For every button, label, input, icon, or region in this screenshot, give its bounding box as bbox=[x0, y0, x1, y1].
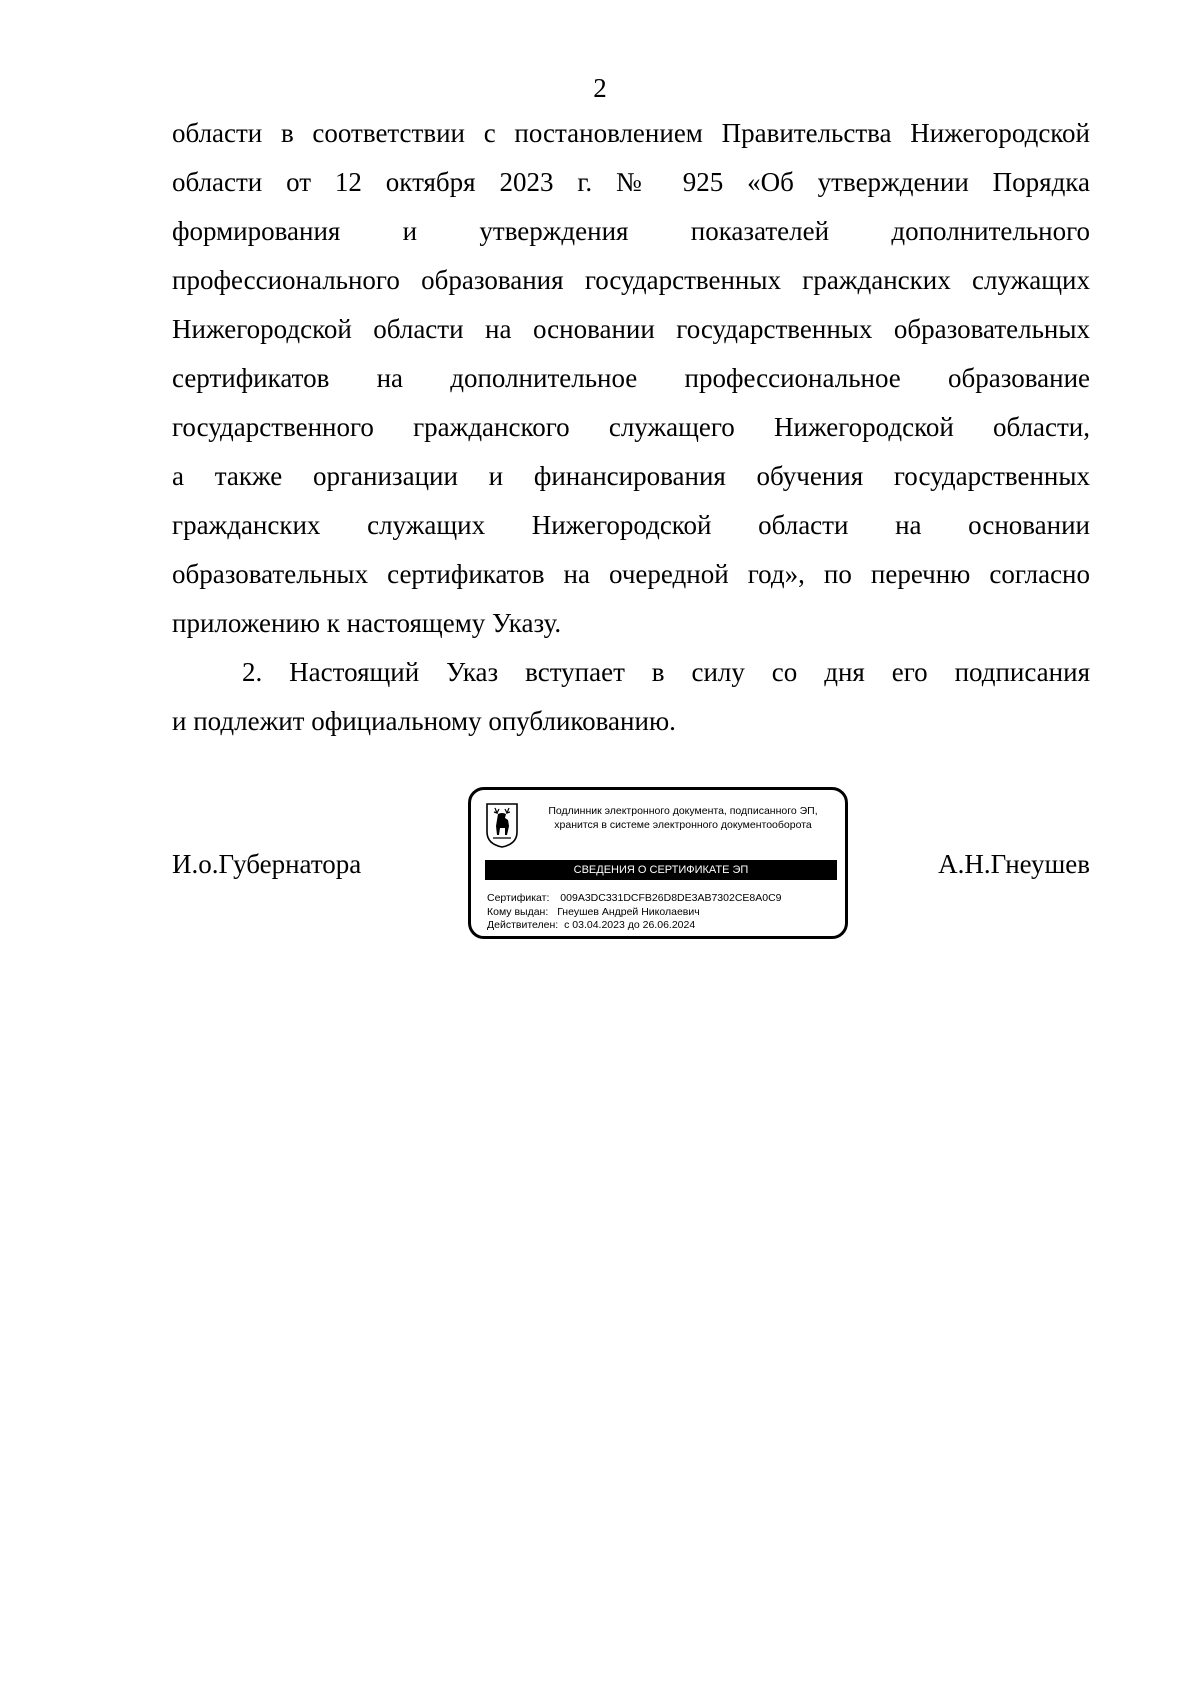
issued-to-row bbox=[487, 906, 782, 920]
text-line: гражданских служащих Нижегородской области на основании bbox=[172, 510, 1090, 540]
text-line: 2. Настоящий Указ вступает в силу со дня его подписания bbox=[242, 657, 1090, 687]
certificate-value: 009A3DC331DCFB26D8DE3AB7302CE8A0C9 bbox=[560, 892, 782, 904]
stamp-header-line: Подлинник электронного документа, подписанного ЭП, bbox=[548, 805, 818, 817]
issued-to-label: Кому выдан: bbox=[487, 905, 549, 918]
document-body bbox=[172, 109, 1090, 746]
certificate-row bbox=[487, 892, 782, 906]
electronic-signature-stamp bbox=[468, 787, 848, 939]
issued-to-value: Гнеушев Андрей Николаевич bbox=[557, 905, 700, 918]
validity-label: Действителен: bbox=[487, 919, 559, 931]
text-line: и подлежит официальному опубликованию. bbox=[172, 706, 676, 736]
text-line: профессионального образования государственных гражданских служащих bbox=[172, 265, 1090, 295]
validity-value: с 03.04.2023 до 26.06.2024 bbox=[564, 919, 696, 931]
stamp-title-bar: СВЕДЕНИЯ О СЕРТИФИКАТЕ ЭП bbox=[485, 860, 837, 880]
text-line: формирования и утверждения показателей дополнительного bbox=[172, 216, 1090, 246]
text-line: образовательных сертификатов на очередной год», по перечню согласно bbox=[172, 559, 1090, 589]
text-line: сертификатов на дополнительное профессиональное образование bbox=[172, 363, 1090, 393]
text-line: государственного гражданского служащего Нижегородской области, bbox=[172, 412, 1090, 442]
signatory-position: И.о.Губернатора bbox=[172, 849, 362, 879]
deer-coat-of-arms-icon bbox=[485, 802, 519, 848]
validity-row bbox=[487, 919, 782, 933]
text-line: области от 12 октября 2023 г. № 925 «Об утверждении Порядка bbox=[172, 167, 1090, 197]
text-line: области в соответствии с постановлением Правительства Нижегородской bbox=[172, 118, 1090, 148]
certificate-label: Сертификат: bbox=[487, 892, 550, 904]
text-line: приложению к настоящему Указу. bbox=[172, 608, 562, 638]
certificate-details bbox=[487, 892, 782, 933]
page-number: 2 bbox=[593, 73, 607, 103]
stamp-header bbox=[525, 804, 841, 832]
text-line: а также организации и финансирования обучения государственных bbox=[172, 461, 1090, 491]
text-line: Нижегородской области на основании государственных образовательных bbox=[172, 314, 1090, 344]
stamp-header-line: хранится в системе электронного документооборота bbox=[554, 819, 812, 831]
signatory-name: А.Н.Гнеушев bbox=[938, 849, 1090, 879]
